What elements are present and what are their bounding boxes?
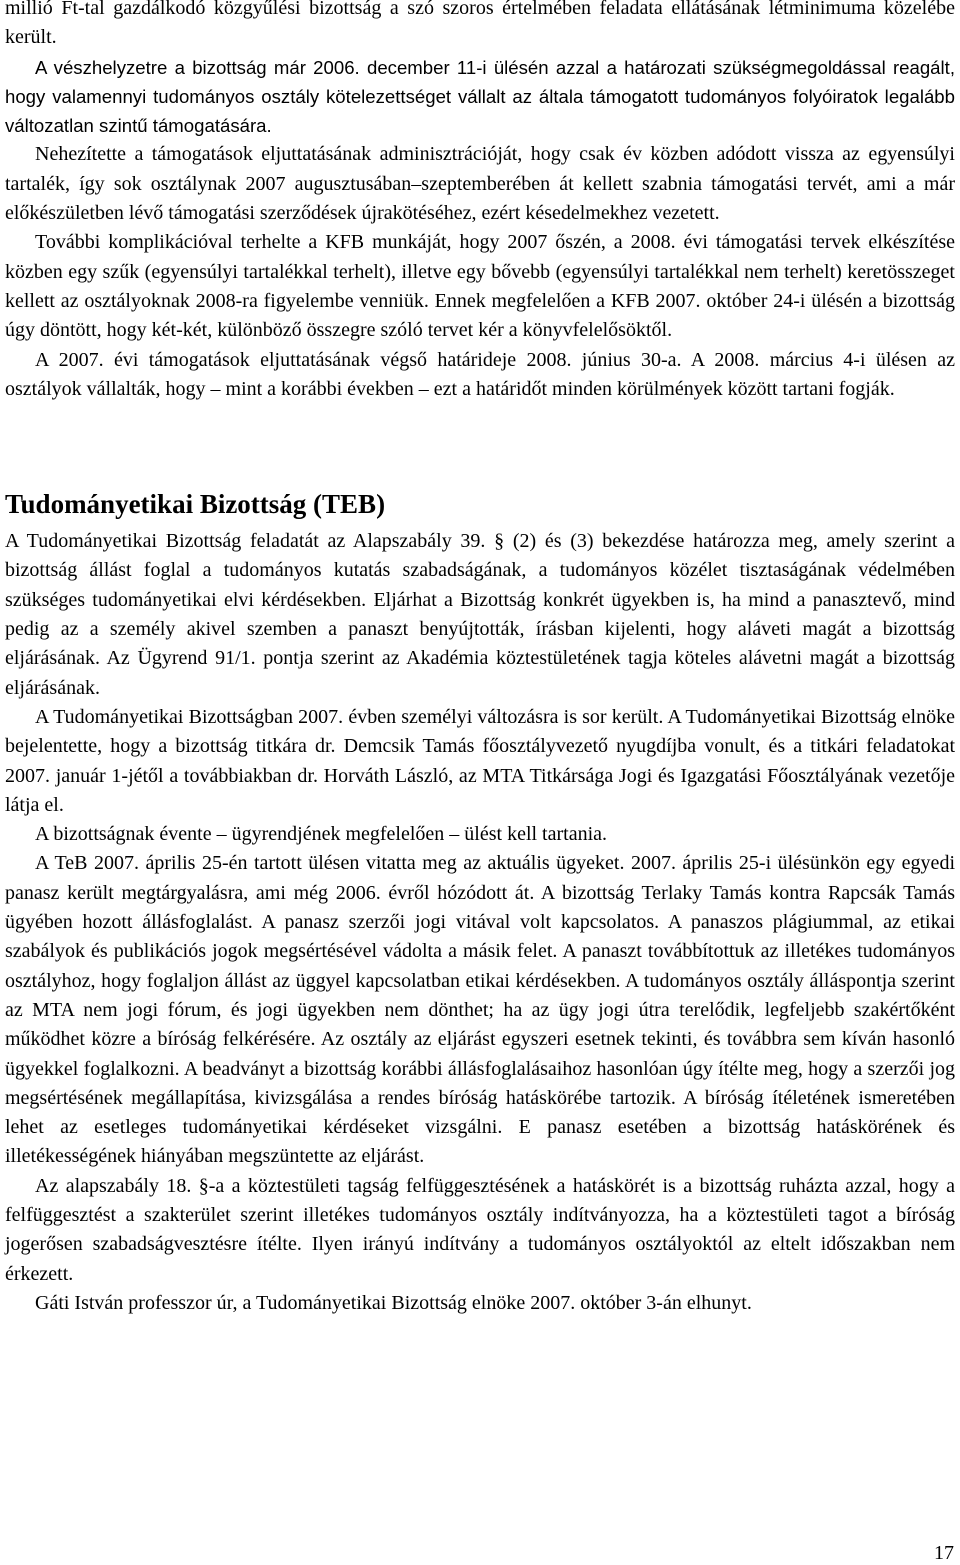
- page-number: 17: [934, 1542, 954, 1564]
- paragraph-kfb-complication: További komplikációval terhelte a KFB munkáját, hogy 2007 őszén, a 2008. évi támogatási tervek elkészítése közben egy szűk (egyensúlyi tartalékkal terhelt), illetve egy bővebb (egyensúlyi tartalékkal nem terhelt) keretösszeget kellett az osztályoknak 2008-ra figyelembe venniük. Ennek megfelelően a KFB 2007. október 24-i ülésén a bizottság úgy döntött, hogy két-két, különböző összegre szóló tervet kér a könyvfelelősöktől.: [5, 231, 955, 342]
- paragraph-emergency-response: A vészhelyzetre a bizottság már 2006. december 11-i ülésén azzal a határozati szükségmegoldással reagált, hogy valamennyi tudományos osztály kötelezettséget vállalt az általa támogatott tudományos folyóiratok legalább változatlan szintű támogatására.: [5, 56, 955, 137]
- paragraph-chairman-death: Gáti István professzor úr, a Tudományetikai Bizottság elnöke 2007. október 3-án elhunyt.: [35, 1291, 752, 1314]
- paragraph-teb-mandate: A Tudományetikai Bizottság feladatát az Alapszabály 39. § (2) és (3) bekezdése határozza meg, amely szerint a bizottság állást foglal a tudományos kutatás szabadságának, a tudományos közélet tisztaságának védelmében szükséges tudományetikai elvi kérdésekben. Eljárhat a Bizottság konkrét ügyekben is, ha mind a panasztevő, mind pedig az a személy akivel szemben a panaszt benyújtották, írásban kijelenti, hogy aláveti magát a bizottság eljárásának. Az Ügyrend 91/1. pontja szerint az Akadémia köztestületének tagja köteles alávetni magát a bizottság eljárásának.: [5, 530, 955, 699]
- paragraph-membership-suspension: Az alapszabály 18. §-a a köztestületi tagság felfüggesztésének a hatáskörét is a bizottság ruházta azzal, hogy a felfüggesztést a szakterület szerint illetékes tudományos osztály indítványozza, ha a köztestületi tagot a bíróság jogerősen szabadságvesztésre ítélte. Ilyen irányú indítvány a tudományos osztályoktól az eltelt időszakban nem érkezett.: [5, 1174, 955, 1285]
- paragraph-complaint-case: A TeB 2007. április 25-én tartott ülésen vitatta meg az aktuális ügyeket. 2007. április 25-i ülésünkön egy egyedi panasz került megtárgyalásra, ami még 2006. évről hózódott át. A bizottság Terlaky Tamás kontra Rapcsák Tamás ügyében hozott állásfoglalást. A panasz szerzői jogi vitával volt kapcsolatos. A panaszos plágiummal, az etikai szabályok és publikációs jogok megsértésével vádolta a másik felet. A panaszt továbbítottuk az illetékes tudományos osztályhoz, hogy foglaljon állást az üggyel kapcsolatban etikai kérdésekben. A tudományos osztály álláspontja szerint az MTA nem jogi fórum, és jogi ügyekben nem dönthet; ha az ügy jogi útra terelődik, legfeljebb szakértőként működhet közre a bíróság felkérésére. Az osztály az eljárást egyszeri esetnek tekinti, és továbbra sem kíván hasonló ügyekkel foglalkozni. A beadványt a bizottság korábbi állásfoglalásaihoz hasonlóan úgy ítélte meg, hogy a szerzői jog megsértésének megállapítása, kivizsgálása a rendes bíróság hatáskörébe tartozik. A bíróság ítéletének ismeretében lehet az esetleges tudományetikai kérdéseket vizsgálni. E panasz esetében a bizottság hatáskörének és illetékességének hiányában megszüntette az eljárást.: [5, 852, 955, 1168]
- paragraph-deadline: A 2007. évi támogatások eljuttatásának végső határideje 2008. június 30-a. A 2008. március 4-i ülésen az osztályok vállalták, hogy – mint a korábbi években – ezt a határidőt minden körülmények között tartani fogják.: [5, 348, 955, 400]
- paragraph-administration-delay: Nehezítette a támogatások eljuttatásának adminisztrációját, hogy csak év közben adódott vissza az egyensúlyi tartalék, így sok osztálynak 2007 augusztusában–szeptemberében át kellett szabnia támogatási tervét, ami a már előkészületben lévő támogatási szerződések újrakötéséhez, ezért késedelmekhez vezetett.: [5, 143, 955, 225]
- paragraph-personnel-change: A Tudományetikai Bizottságban 2007. évben személyi változásra is sor került. A Tudományetikai Bizottság elnöke bejelentette, hogy a bizottság titkára dr. Demcsik Tamás főosztályvezető nyugdíjba vonult, és a titkári feladatokat 2007. január 1-jétől a továbbiakban dr. Horváth László, az MTA Titkársága Jogi és Igazgatási Főosztályának vezetője látja el.: [5, 705, 955, 816]
- section-heading-teb: Tudományetikai Bizottság (TEB): [5, 489, 386, 520]
- paragraph-annual-meeting: A bizottságnak évente – ügyrendjének megfelelően – ülést kell tartania.: [35, 823, 608, 846]
- paragraph-kfb-budget: millió Ft-tal gazdálkodó közgyűlési bizottság a szó szoros értelmében feladata ellátásának létminimuma közelébe került.: [5, 0, 955, 49]
- document-page: [5, 0, 955, 1318]
